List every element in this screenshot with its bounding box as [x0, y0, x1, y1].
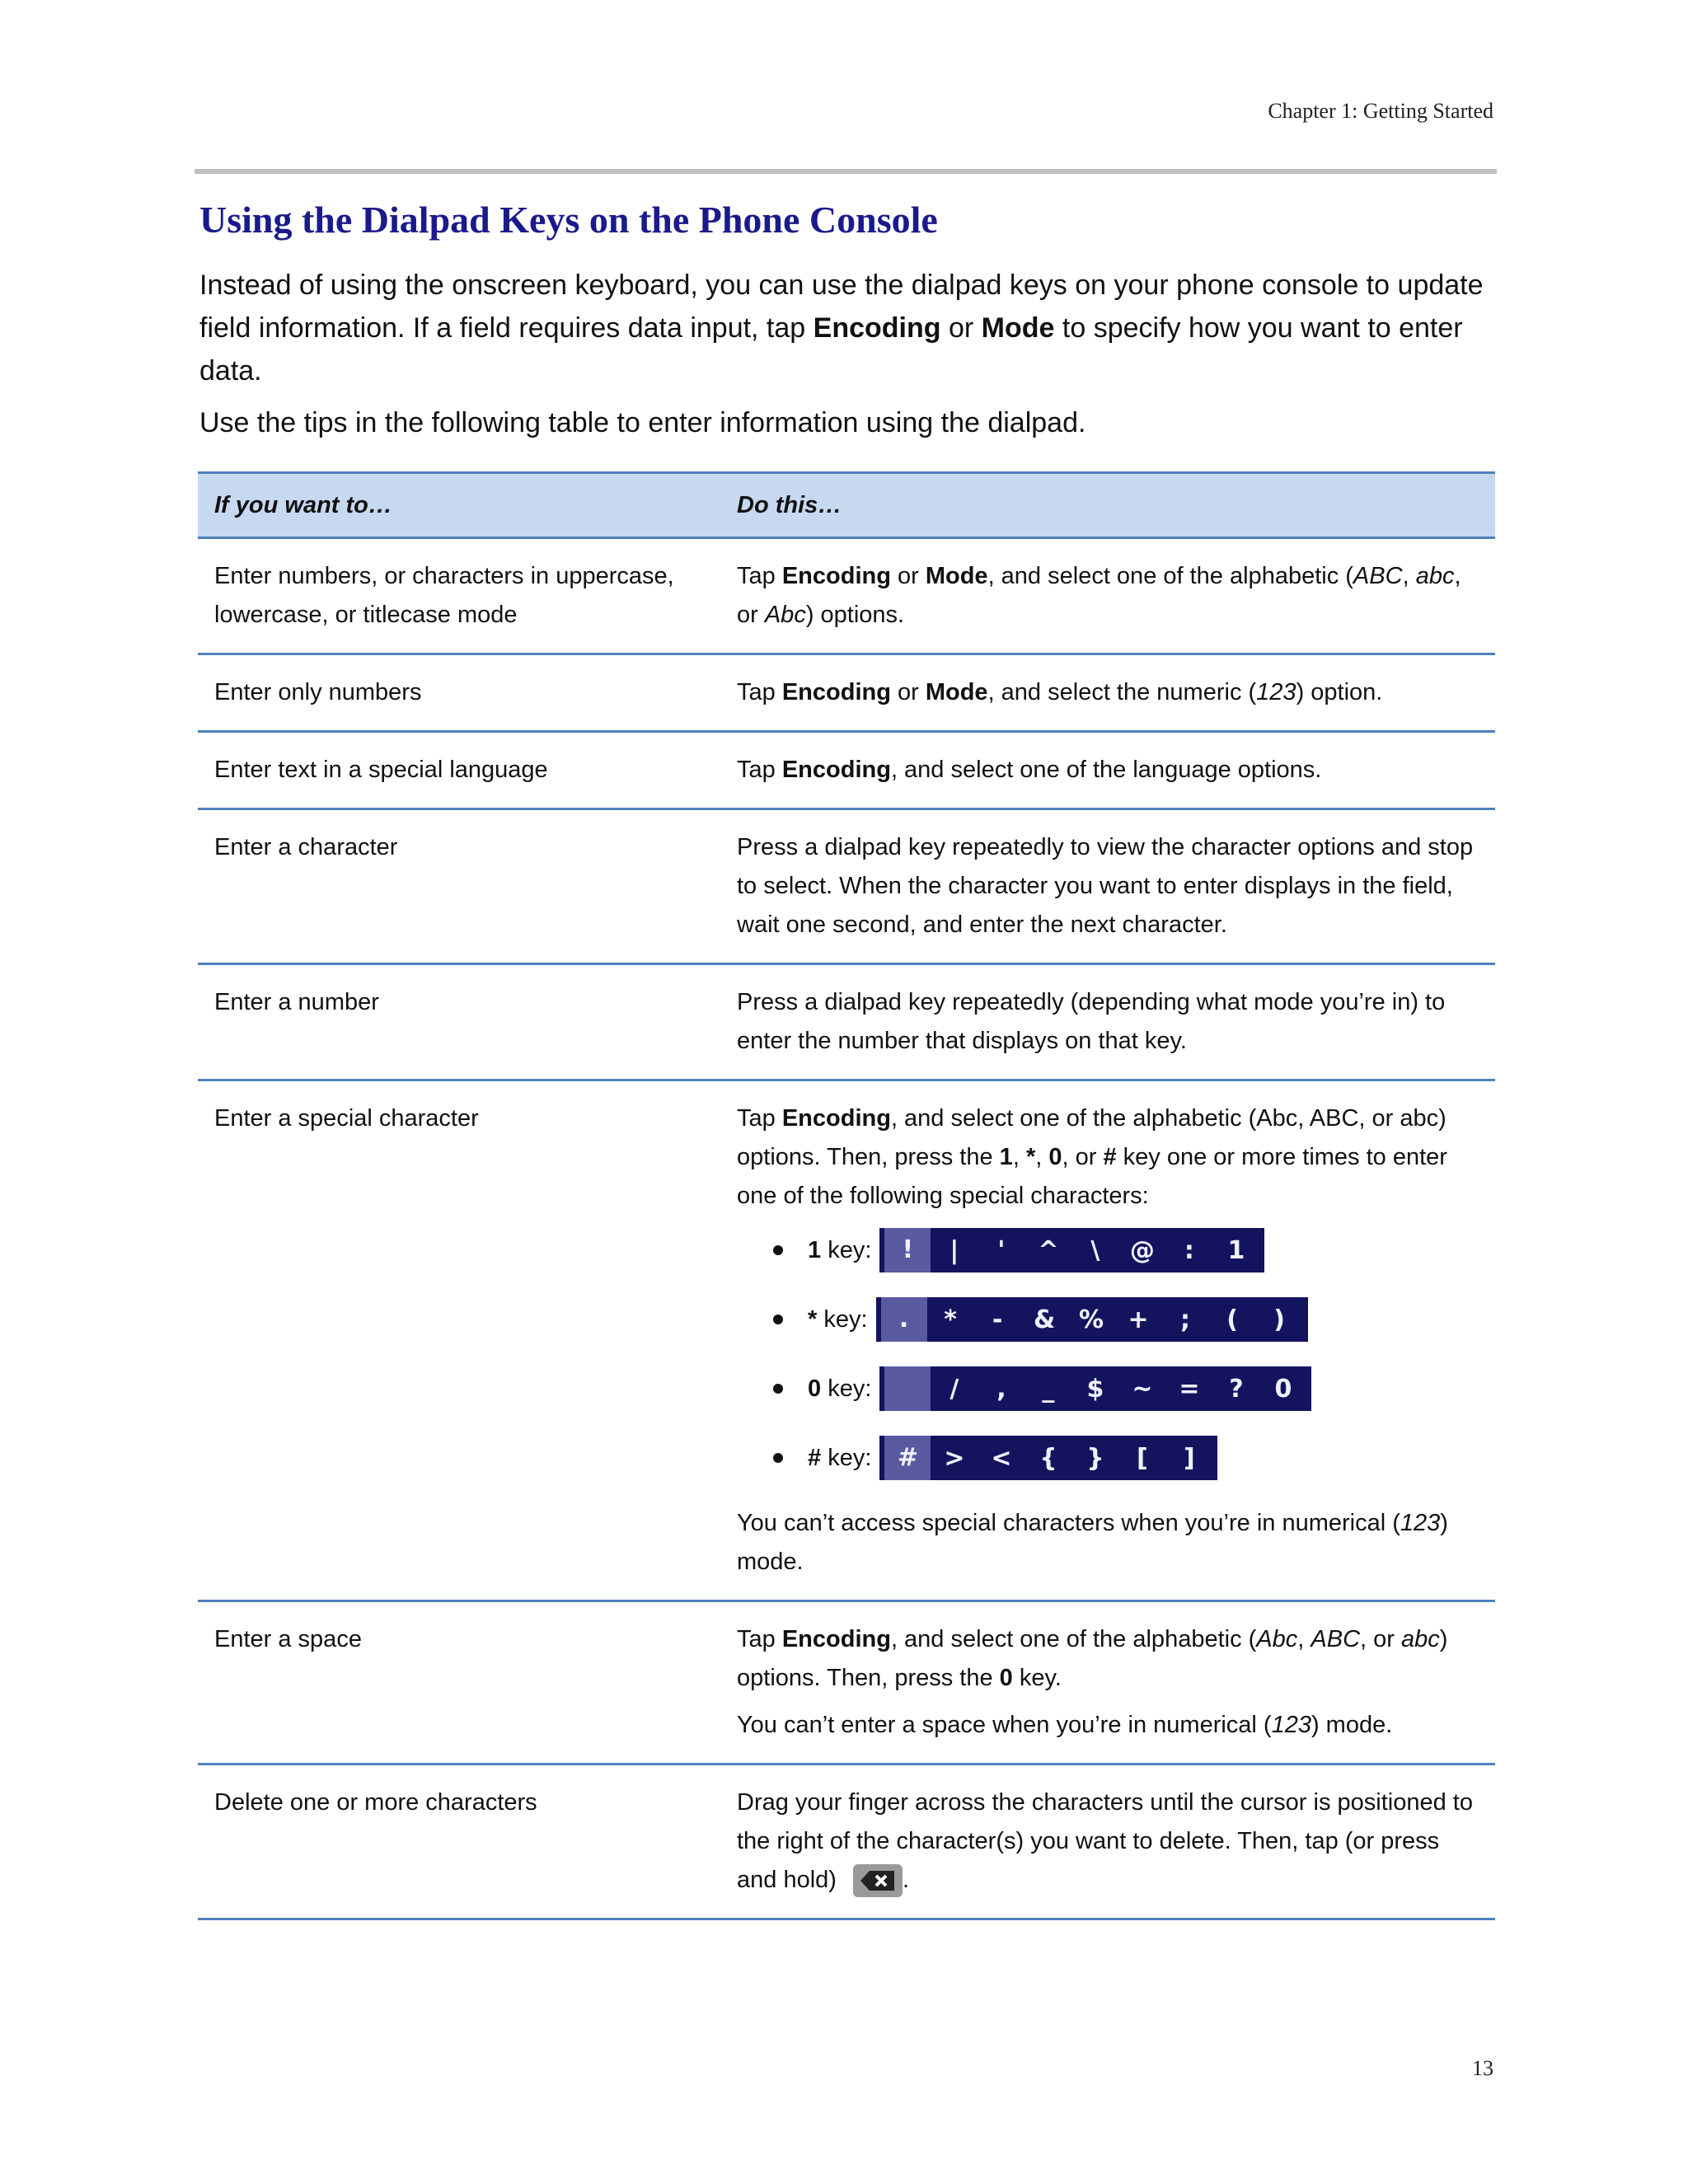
special-character: {: [1039, 1443, 1057, 1473]
special-character: 1: [1227, 1235, 1245, 1265]
special-character: =: [1179, 1374, 1200, 1404]
special-character: (: [1226, 1305, 1238, 1334]
page-title: Using the Dialpad Keys on the Phone Console: [199, 199, 938, 241]
row-do: [720, 1601, 1495, 1765]
special-character: ^: [1038, 1235, 1059, 1265]
special-character: :: [1184, 1235, 1194, 1265]
special-character: ,: [996, 1374, 1006, 1404]
row-want: Delete one or more characters: [198, 1765, 720, 1919]
row-do: Tap Encoding, and select one of the language options.: [720, 732, 1495, 809]
row-want: Enter a character: [198, 809, 720, 964]
bullet-icon: [773, 1384, 783, 1394]
bullet-icon: [773, 1245, 783, 1255]
list-item-key-0: 0 key: / , _ $ ~ = ? 0: [773, 1366, 1479, 1412]
special-character: [884, 1366, 931, 1411]
special-character: @: [1129, 1235, 1155, 1265]
chapter-header: Chapter 1: Getting Started: [1268, 99, 1493, 123]
dialpad-tips-table: [198, 471, 1495, 1920]
special-character: ;: [1180, 1305, 1191, 1334]
row-do: Tap Encoding or Mode, and select one of the alphabetic (ABC, abc, or Abc) options.: [720, 538, 1495, 654]
special-character: ~: [1132, 1374, 1153, 1404]
special-character: ?: [1229, 1374, 1244, 1404]
row-want: Enter only numbers: [198, 654, 720, 732]
special-character: $: [1086, 1374, 1104, 1404]
row-do: Drag your finger across the characters until the cursor is positioned to the right of the character(s) you want to delete. Then, tap (or press and hold) .: [720, 1765, 1495, 1919]
row-want: Enter text in a special language: [198, 732, 720, 809]
special-character: %: [1079, 1305, 1104, 1334]
table-row: [198, 964, 1495, 1080]
table-row: [198, 1080, 1495, 1601]
bullet-icon: [773, 1315, 783, 1324]
special-character: |: [950, 1235, 959, 1265]
special-character: \: [1090, 1235, 1100, 1265]
lead-paragraph: Use the tips in the following table to enter information using the dialpad.: [199, 407, 1086, 438]
special-character: +: [1128, 1305, 1149, 1334]
row-want: Enter numbers, or characters in uppercase, lowercase, or titlecase mode: [198, 538, 720, 654]
special-character: -: [992, 1305, 1003, 1334]
key-0-characters: [879, 1366, 1311, 1411]
special-character: }: [1086, 1443, 1104, 1473]
special-character: &: [1033, 1305, 1056, 1334]
table-row: [198, 809, 1495, 964]
special-character: ]: [1184, 1443, 1195, 1473]
special-character: _: [1042, 1374, 1055, 1404]
row-do: Tap Encoding or Mode, and select the numeric (123) option.: [720, 654, 1495, 732]
list-item-key-hash: # key: # > < { } [ ]: [773, 1435, 1479, 1481]
key-hash-characters: [879, 1436, 1217, 1480]
table-header-row: [198, 473, 1495, 538]
table-header-do: Do this…: [720, 473, 1495, 538]
row-want: Enter a space: [198, 1601, 720, 1765]
special-character: ): [1273, 1305, 1285, 1334]
intro-paragraph: Instead of using the onscreen keyboard, you can use the dialpad keys on your phone console to update field information. If a field requires data input, tap Encoding or Mode to specify how you want to enter data.: [199, 269, 1484, 387]
special-character: [: [1137, 1443, 1148, 1473]
list-item-key-star: * key: . * - & % + ; ( ): [773, 1296, 1479, 1343]
backspace-icon: [853, 1864, 903, 1897]
special-character: ': [997, 1235, 1006, 1265]
table-row: [198, 732, 1495, 809]
special-key-list: [737, 1227, 1479, 1481]
table-row: [198, 1601, 1495, 1765]
space-instructions: Tap Encoding, and select one of the alphabetic (Abc, ABC, or abc) options. Then, press the 0 key.: [737, 1626, 1448, 1691]
key-star-characters: [876, 1297, 1308, 1342]
special-character: >: [944, 1443, 965, 1473]
special-character: *: [944, 1305, 957, 1334]
table-row: [198, 538, 1495, 654]
bullet-icon: [773, 1453, 783, 1463]
row-do: Press a dialpad key repeatedly to view the character options and stop to select. When the character you want to enter displays in the field, wait one second, and enter the next character.: [720, 809, 1495, 964]
special-character: #: [884, 1436, 931, 1480]
special-character: 0: [1274, 1374, 1292, 1404]
row-do: Press a dialpad key repeatedly (depending what mode you’re in) to enter the number that displays on that key.: [720, 964, 1495, 1080]
special-character: .: [881, 1297, 927, 1342]
special-character: <: [991, 1443, 1012, 1473]
row-want: Enter a number: [198, 964, 720, 1080]
special-char-instructions: Tap Encoding, and select one of the alphabetic (Abc, ABC, or abc) options. Then, press the 1, *, 0, or # key one or more times to enter one of the following special characters:: [737, 1105, 1447, 1209]
special-char-note: You can’t access special characters when you’re in numerical (123) mode.: [737, 1510, 1448, 1575]
key-1-characters: [879, 1228, 1264, 1272]
special-character: !: [884, 1228, 931, 1272]
special-character: /: [950, 1374, 959, 1404]
space-note: You can’t enter a space when you’re in numerical (123) mode.: [737, 1712, 1393, 1738]
header-rule: [195, 169, 1497, 174]
list-item-key-1: 1 key: ! | ' ^ \ @ : 1: [773, 1227, 1479, 1273]
table-row: [198, 1765, 1495, 1919]
row-want: Enter a special character: [198, 1080, 720, 1601]
row-do: [720, 1080, 1495, 1601]
table-header-want: If you want to…: [198, 473, 720, 538]
page-number: 13: [1472, 2056, 1493, 2080]
table-row: [198, 654, 1495, 732]
